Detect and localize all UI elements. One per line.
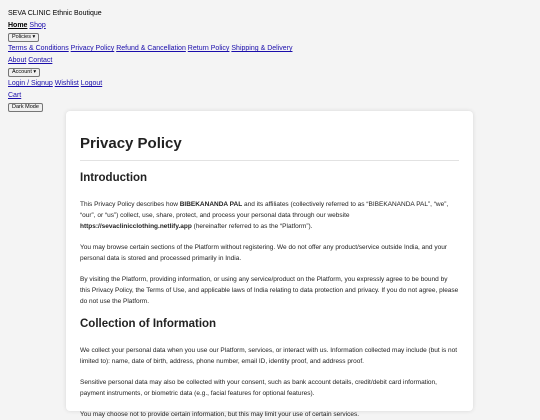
account-dropdown-button[interactable]: Account ▾	[8, 68, 40, 77]
collection-paragraph-2: Sensitive personal data may also be collected with your consent, such as bank account details, credit/debit card information, payment instruments, or biometric data (e.g., facial features for optional features).	[80, 379, 437, 397]
intro-text-end: (hereinafter referred to as the “Platform”).	[191, 223, 313, 230]
nav-cart-link[interactable]: Cart	[8, 91, 22, 99]
nav-refund-link[interactable]: Refund & Cancellation	[116, 45, 186, 52]
company-name: BIBEKANANDA PAL	[179, 201, 243, 208]
introduction-heading: Introduction	[80, 172, 148, 184]
dark-mode-toggle[interactable]: Dark Mode	[8, 103, 43, 112]
title-divider	[80, 160, 459, 161]
page-title: Privacy Policy	[80, 135, 182, 152]
nav-contact-link[interactable]: Contact	[28, 56, 53, 64]
nav-home-link[interactable]: Home	[8, 21, 28, 29]
nav-shop-link[interactable]: Shop	[29, 21, 46, 29]
nav-privacy-link[interactable]: Privacy Policy	[70, 45, 115, 52]
intro-text: This Privacy Policy describes how	[80, 201, 180, 208]
site-title: SEVA CLINIC Ethnic Boutique	[8, 10, 102, 17]
policies-dropdown-button[interactable]: Policies ▾	[8, 33, 39, 42]
policy-card	[66, 111, 473, 418]
intro-paragraph-1	[80, 199, 459, 232]
nav-logout-link[interactable]: Logout	[80, 80, 103, 87]
platform-url: https://sevaclinicclothing.netlify.app	[80, 223, 192, 230]
intro-paragraph-2: You may browse certain sections of the Platform without registering. We do not offer any product/service outside India, and your personal data is stored and processed primarily in India.	[80, 244, 447, 262]
intro-paragraph-3: By visiting the Platform, providing information, or using any service/product on the Platform, you expressly agree to be bound by this Privacy Policy, the Terms of Use, and applicable laws of India relating to data protection and privacy. If you do not agree, please do not use the Platform.	[80, 276, 459, 305]
top-navigation	[0, 0, 540, 113]
nav-terms-link[interactable]: Terms & Conditions	[8, 45, 69, 52]
collection-paragraph-3: You may choose not to provide certain information, but this may limit your use of certain services.	[80, 411, 360, 418]
nav-return-link[interactable]: Return Policy	[187, 45, 230, 52]
nav-shipping-link[interactable]: Shipping & Delivery	[231, 45, 293, 52]
nav-about-link[interactable]: About	[8, 56, 27, 64]
collection-paragraph-1: We collect your personal data when you use our Platform, services, or interact with us. Information collected may include (but is not limited to): name, date of birth, address, phone number, email ID, identity proof, and address proof.	[80, 347, 458, 365]
nav-login-link[interactable]: Login / Signup	[8, 80, 53, 87]
intro-text-cont: and its affiliates (collectively referred to as “BIBEKANANDA PAL”, “we”, “our”, or “us”) collect, use, share, protect, and process your personal data through our website	[80, 201, 449, 219]
collection-heading: Collection of Information	[80, 318, 217, 330]
nav-wishlist-link[interactable]: Wishlist	[54, 80, 79, 87]
